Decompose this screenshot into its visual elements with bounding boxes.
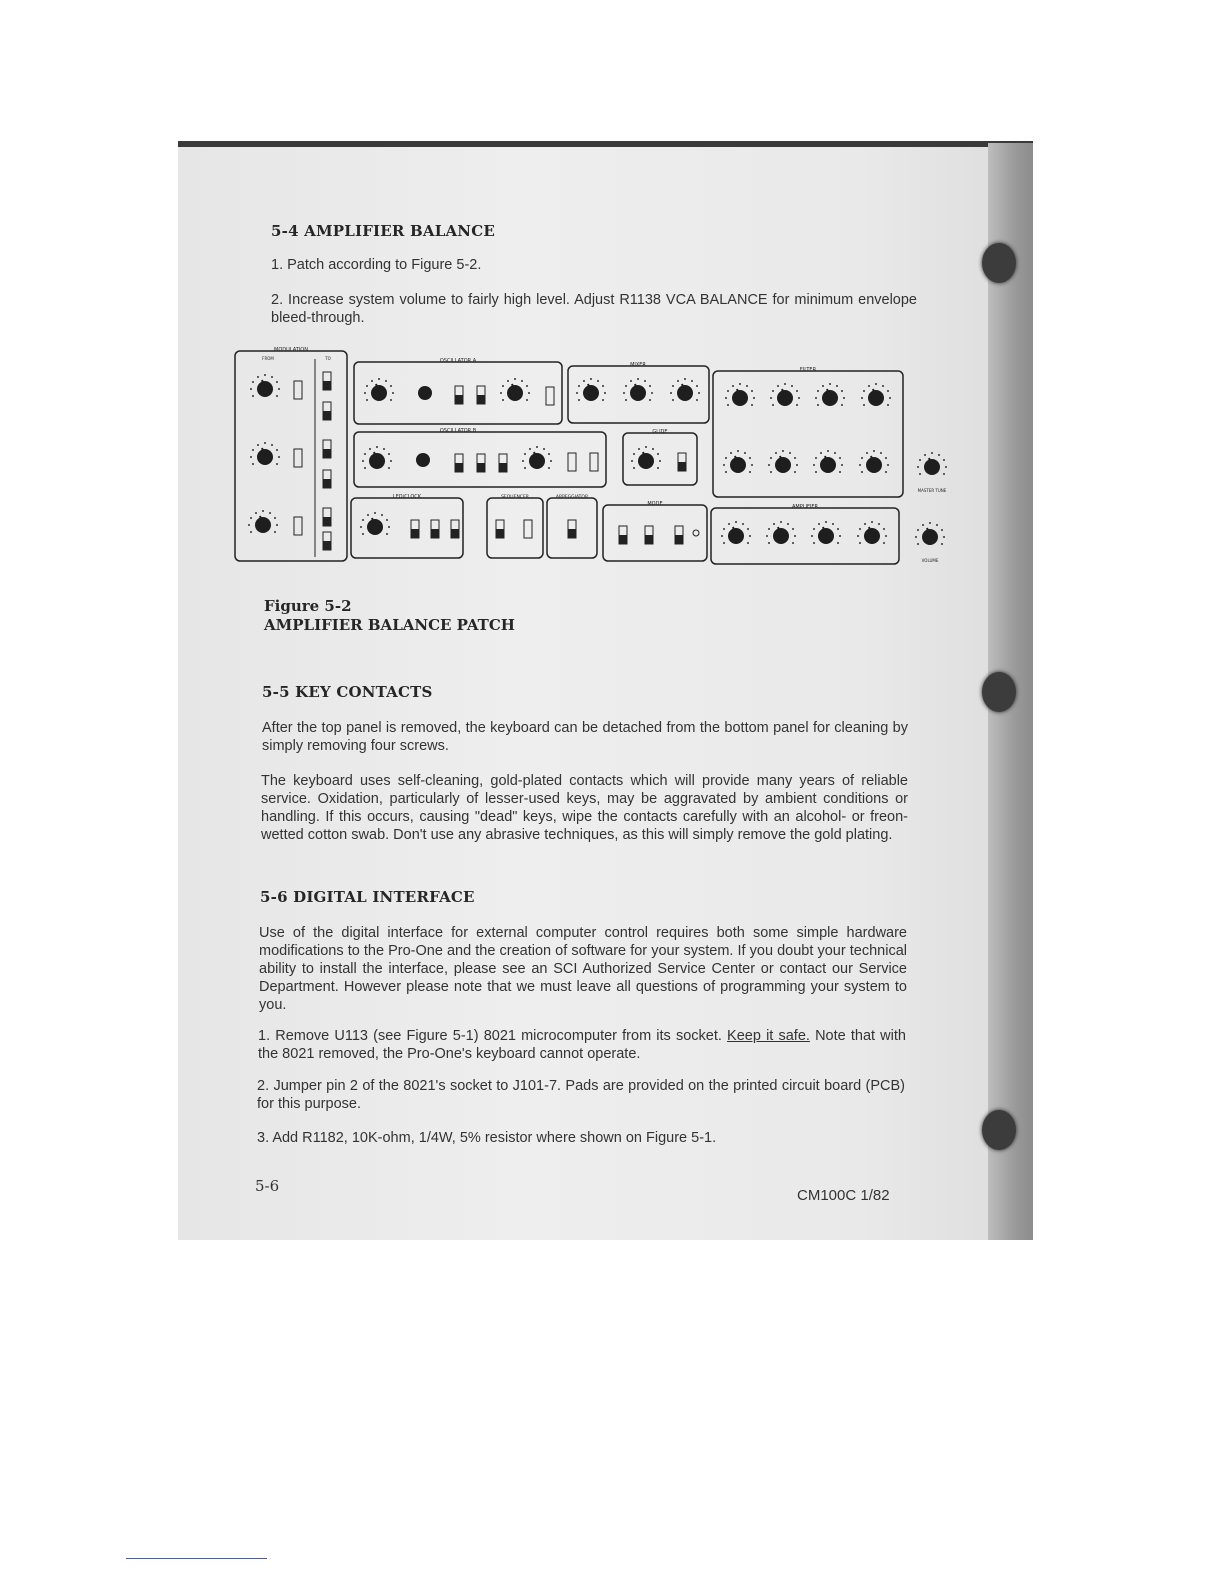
filter-env-amount-knob	[250, 374, 280, 397]
osc-b-amount-knob	[250, 442, 280, 465]
figure-caption-title: AMPLIFIER BALANCE PATCH	[264, 616, 515, 634]
key-contacts-paragraph-1: After the top panel is removed, the keyboard can be detached from the bottom panel for cleaning by simply removing four screws.	[262, 720, 908, 754]
amplifier-label: AMPLIFIER	[792, 504, 818, 510]
master-tune-label: MASTER TUNE	[917, 488, 947, 493]
amp-balance-step-2: 2. Increase system volume to fairly high level. Adjust R1138 VCA BALANCE for minimum envelope bleed-through.	[271, 292, 917, 326]
figure-caption-label: Figure 5-2	[264, 597, 352, 615]
binder-hole-bottom	[982, 1110, 1016, 1150]
filter-label: FILTER	[799, 367, 817, 373]
binder-hole-middle	[982, 672, 1016, 712]
scan-top-border	[178, 141, 1033, 147]
lfo-label: LFO/CLOCK	[392, 494, 422, 500]
document-code: CM100C 1/82	[797, 1187, 890, 1204]
osc-b-label: OSCILLATOR B	[439, 428, 477, 434]
section-heading-key-contacts: 5-5 KEY CONTACTS	[262, 683, 433, 701]
filter-box	[713, 371, 903, 497]
lfo-amount-knob	[248, 510, 278, 533]
glide-label: GLIDE	[652, 429, 668, 435]
volume-label: VOLUME	[921, 558, 939, 563]
section-heading-amp-balance: 5-4 AMPLIFIER BALANCE	[271, 222, 495, 240]
modulation-label: MODULATION	[274, 347, 308, 353]
osc-a-label: OSCILLATOR A	[439, 358, 477, 364]
sequencer-label: SEQUENCER	[501, 495, 529, 500]
master-tune-knob	[917, 452, 947, 475]
amp-balance-step-1: 1. Patch according to Figure 5-2.	[271, 257, 482, 273]
arpeggiator-label: ARPEGGIATOR	[555, 495, 589, 500]
mixer-label: MIXER	[630, 362, 646, 368]
to-label: TO	[325, 356, 331, 361]
sequencer-box	[487, 498, 543, 558]
front-panel-diagram	[233, 345, 958, 573]
digital-interface-step-1	[258, 1027, 906, 1063]
section-heading-digital-interface: 5-6 DIGITAL INTERFACE	[260, 888, 475, 906]
volume-knob	[915, 522, 945, 545]
from-label: FROM	[262, 356, 274, 361]
bottom-rule-line	[126, 1558, 267, 1559]
keep-it-safe-note: Keep it safe.	[727, 1028, 810, 1044]
step-1-note: Note that with the 8021 removed, the Pro-One's keyboard cannot operate.	[258, 1028, 906, 1062]
digital-interface-step-2: 2. Jumper pin 2 of the 8021's socket to J101-7. Pads are provided on the printed circuit board (PCB) for this purpose.	[257, 1078, 905, 1112]
page-number: 5-6	[255, 1177, 280, 1195]
arpeggiator-box	[547, 498, 597, 558]
digital-interface-step-3: 3. Add R1182, 10K-ohm, 1/4W, 5% resistor where shown on Figure 5-1.	[257, 1130, 717, 1146]
binder-hole-top	[982, 243, 1016, 283]
digital-interface-paragraph: Use of the digital interface for external computer control requires both some simple hardware modifications to the Pro-One and the creation of software for your system. If you doubt your technical ability to install the interface, please see an SCI Authorized Service Center or contact our Service Department. However please note that we must leave all questions of programming your system to you.	[259, 925, 907, 1013]
key-contacts-paragraph-2: The keyboard uses self-cleaning, gold-plated contacts which will provide many years of reliable service. Oxidation, particularly of lesser-used keys, may be aggravated by ambient conditions or handling. If this occurs, causing "dead" keys, wipe the contacts carefully with an alcohol- or freon-wetted cotton swab. Don't use any abrasive techniques, as this will simply remove the gold plating.	[261, 773, 908, 843]
mode-label: MODE	[647, 501, 663, 507]
step-1-text: 1. Remove U113 (see Figure 5-1) 8021 microcomputer from its socket.	[258, 1028, 722, 1044]
